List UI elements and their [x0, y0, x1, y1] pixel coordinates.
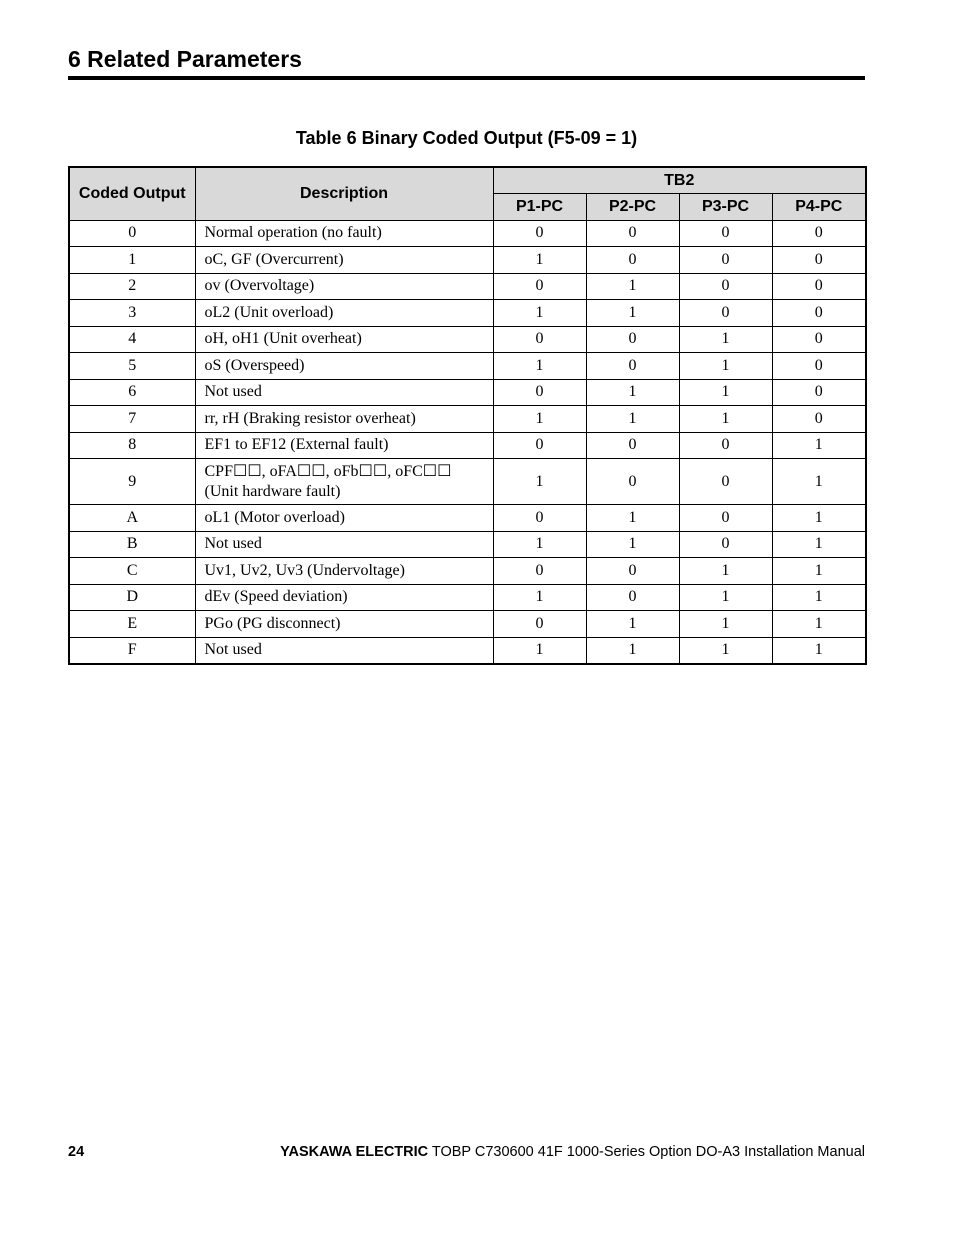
header-coded-output: Coded Output — [69, 167, 195, 220]
brand-name: YASKAWA ELECTRIC — [280, 1144, 429, 1160]
cell-code: 0 — [69, 220, 195, 247]
table-row — [69, 326, 866, 353]
cell-code: D — [69, 584, 195, 611]
cell-p2: 0 — [586, 584, 679, 611]
cell-code: 1 — [69, 247, 195, 274]
cell-description: oL1 (Motor overload) — [195, 505, 493, 532]
cell-p2: 1 — [586, 637, 679, 664]
cell-p3: 1 — [679, 584, 772, 611]
cell-p2: 1 — [586, 379, 679, 406]
cell-p2: 1 — [586, 406, 679, 433]
cell-p4: 1 — [772, 558, 866, 585]
table-row — [69, 432, 866, 459]
cell-p3: 1 — [679, 637, 772, 664]
cell-code: F — [69, 637, 195, 664]
cell-code: 3 — [69, 300, 195, 327]
cell-p1: 1 — [493, 459, 586, 505]
cell-p2: 1 — [586, 531, 679, 558]
cell-p1: 0 — [493, 505, 586, 532]
table-row — [69, 273, 866, 300]
cell-p3: 0 — [679, 505, 772, 532]
cell-p1: 0 — [493, 558, 586, 585]
cell-code: 2 — [69, 273, 195, 300]
cell-p3: 0 — [679, 300, 772, 327]
table-caption: Table 6 Binary Coded Output (F5-09 = 1) — [295, 128, 638, 148]
cell-p4: 0 — [772, 379, 866, 406]
cell-p4: 0 — [772, 300, 866, 327]
header-p4-pc: P4-PC — [772, 194, 866, 221]
cell-p2: 1 — [586, 611, 679, 638]
cell-p4: 1 — [772, 432, 866, 459]
cell-description: Uv1, Uv2, Uv3 (Undervoltage) — [195, 558, 493, 585]
cell-code: A — [69, 505, 195, 532]
binary-coded-output-table — [68, 166, 867, 665]
cell-description: Not used — [195, 637, 493, 664]
cell-p3: 1 — [679, 558, 772, 585]
page-footer — [68, 1142, 865, 1162]
cell-description: rr, rH (Braking resistor overheat) — [195, 406, 493, 433]
cell-description: Not used — [195, 531, 493, 558]
cell-p2: 0 — [586, 220, 679, 247]
cell-description: dEv (Speed deviation) — [195, 584, 493, 611]
table-row — [69, 300, 866, 327]
table-row — [69, 220, 866, 247]
cell-p4: 1 — [772, 505, 866, 532]
manual-name: TOBP C730600 41F 1000-Series Option DO-A3 Installation Manual — [428, 1144, 865, 1160]
cell-p4: 1 — [772, 611, 866, 638]
cell-description: Not used — [195, 379, 493, 406]
cell-p1: 1 — [493, 300, 586, 327]
cell-description: PGo (PG disconnect) — [195, 611, 493, 638]
cell-p4: 0 — [772, 273, 866, 300]
table-row — [69, 637, 866, 664]
cell-p4: 0 — [772, 220, 866, 247]
cell-p1: 1 — [493, 637, 586, 664]
section-title: 6 Related Parameters — [68, 46, 302, 72]
table-row — [69, 379, 866, 406]
cell-description: oL2 (Unit overload) — [195, 300, 493, 327]
cell-p3: 1 — [679, 353, 772, 380]
cell-p1: 0 — [493, 220, 586, 247]
cell-p3: 1 — [679, 326, 772, 353]
cell-p2: 0 — [586, 353, 679, 380]
cell-description — [195, 459, 493, 505]
header-p3-pc: P3-PC — [679, 194, 772, 221]
cell-p1: 0 — [493, 326, 586, 353]
cell-code: 4 — [69, 326, 195, 353]
cell-code: 9 — [69, 459, 195, 505]
cell-p3: 0 — [679, 247, 772, 274]
cell-p3: 0 — [679, 432, 772, 459]
cell-p2: 0 — [586, 247, 679, 274]
cell-p4: 0 — [772, 406, 866, 433]
cell-p1: 1 — [493, 353, 586, 380]
table-row — [69, 558, 866, 585]
cell-description: oH, oH1 (Unit overheat) — [195, 326, 493, 353]
header-p2-pc: P2-PC — [586, 194, 679, 221]
cell-description: oC, GF (Overcurrent) — [195, 247, 493, 274]
cell-p4: 0 — [772, 247, 866, 274]
table-row — [69, 611, 866, 638]
section-header — [68, 44, 865, 80]
cell-p4: 1 — [772, 531, 866, 558]
cell-p4: 0 — [772, 326, 866, 353]
cell-p3: 1 — [679, 611, 772, 638]
cell-p4: 1 — [772, 459, 866, 505]
cell-p1: 1 — [493, 531, 586, 558]
cell-description-line1: CPF☐☐, oFA☐☐, oFb☐☐, oFC☐☐ — [204, 462, 452, 480]
cell-p2: 1 — [586, 505, 679, 532]
cell-p3: 0 — [679, 459, 772, 505]
table-row — [69, 247, 866, 274]
table-row — [69, 531, 866, 558]
cell-p3: 1 — [679, 406, 772, 433]
cell-p2: 1 — [586, 273, 679, 300]
cell-p1: 1 — [493, 406, 586, 433]
cell-p4: 1 — [772, 584, 866, 611]
cell-p3: 0 — [679, 531, 772, 558]
table-row — [69, 584, 866, 611]
manual-title — [280, 1142, 865, 1162]
cell-p2: 0 — [586, 326, 679, 353]
cell-description: Normal operation (no fault) — [195, 220, 493, 247]
cell-description: ov (Overvoltage) — [195, 273, 493, 300]
cell-p1: 0 — [493, 379, 586, 406]
cell-description: oS (Overspeed) — [195, 353, 493, 380]
table-row — [69, 406, 866, 433]
cell-p2: 0 — [586, 558, 679, 585]
page-number: 24 — [68, 1144, 85, 1160]
cell-p2: 0 — [586, 459, 679, 505]
cell-code: 5 — [69, 353, 195, 380]
cell-p3: 0 — [679, 220, 772, 247]
cell-p1: 0 — [493, 611, 586, 638]
cell-code: C — [69, 558, 195, 585]
cell-code: B — [69, 531, 195, 558]
cell-p4: 1 — [772, 637, 866, 664]
cell-p1: 1 — [493, 247, 586, 274]
cell-p1: 0 — [493, 273, 586, 300]
cell-p2: 1 — [586, 300, 679, 327]
header-description: Description — [195, 167, 493, 220]
cell-p1: 1 — [493, 584, 586, 611]
cell-code: 6 — [69, 379, 195, 406]
cell-p4: 0 — [772, 353, 866, 380]
cell-p2: 0 — [586, 432, 679, 459]
table-row — [69, 505, 866, 532]
table-row — [69, 353, 866, 380]
cell-p3: 0 — [679, 273, 772, 300]
cell-description-line2: (Unit hardware fault) — [204, 482, 341, 500]
table-row — [69, 459, 866, 505]
header-p1-pc: P1-PC — [493, 194, 586, 221]
cell-code: 7 — [69, 406, 195, 433]
cell-p3: 1 — [679, 379, 772, 406]
header-tb2: TB2 — [493, 167, 866, 194]
cell-p1: 0 — [493, 432, 586, 459]
cell-code: E — [69, 611, 195, 638]
cell-description: EF1 to EF12 (External fault) — [195, 432, 493, 459]
cell-code: 8 — [69, 432, 195, 459]
